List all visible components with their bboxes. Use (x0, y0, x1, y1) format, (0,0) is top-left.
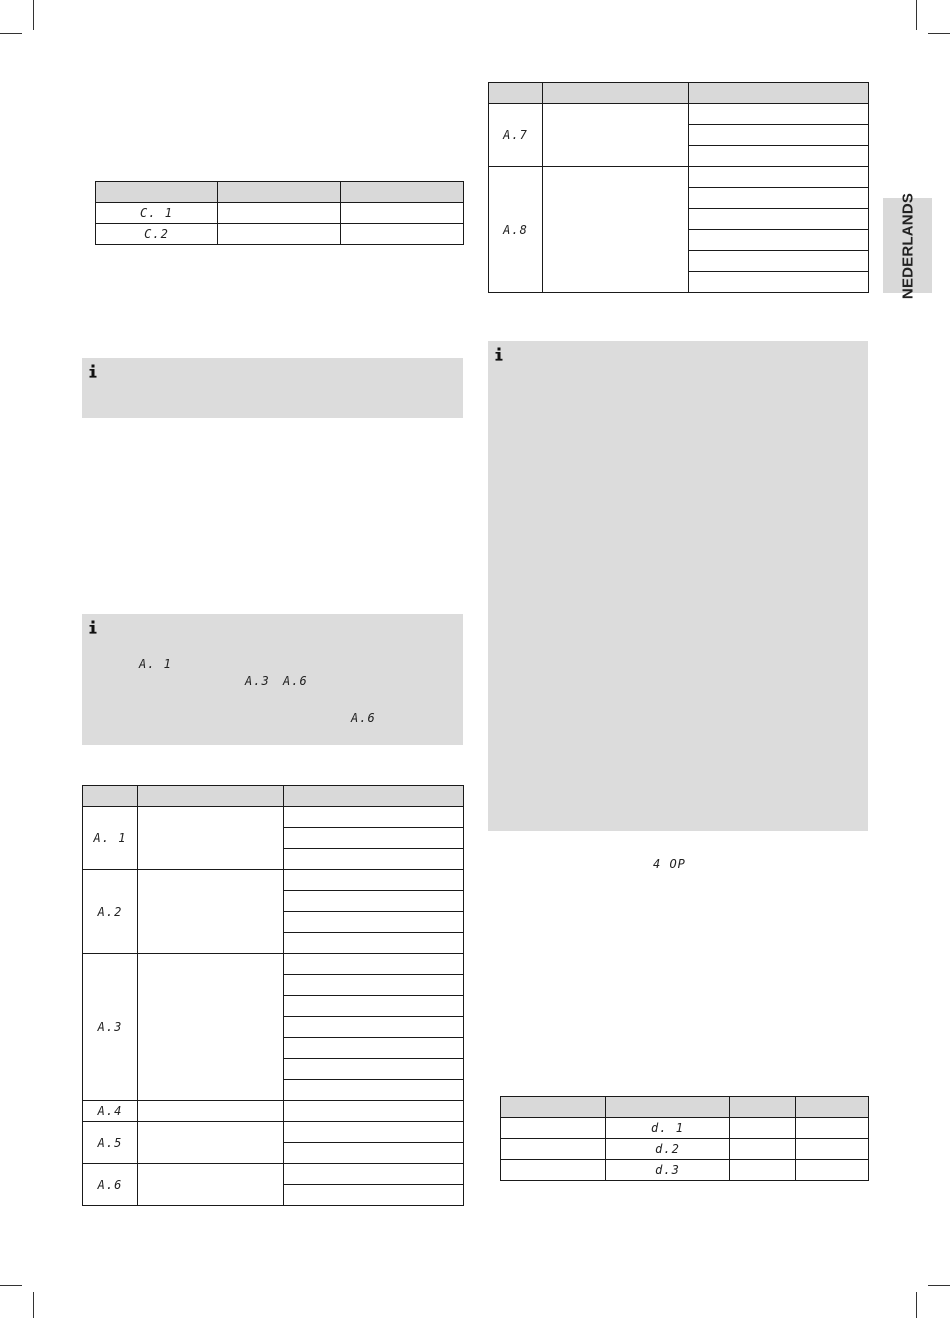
table-row (501, 1160, 869, 1181)
table-header-cell (796, 1097, 869, 1118)
crop-mark (0, 1285, 22, 1286)
code-a7: A.7 (489, 104, 543, 167)
table-a-right (488, 82, 869, 293)
info-note (488, 341, 868, 831)
code-c2: C.2 (96, 224, 218, 245)
code-d1: d. 1 (606, 1118, 730, 1139)
language-tab-label: NEDERLANDS (899, 192, 916, 299)
table-header-cell (138, 786, 284, 807)
crop-mark (928, 33, 950, 34)
code-a1: A. 1 (83, 807, 138, 870)
table-row (96, 203, 464, 224)
table-header-cell (489, 83, 543, 104)
table-header-cell (543, 83, 689, 104)
crop-mark (916, 1292, 917, 1318)
display-readout: 4 OP (653, 857, 686, 871)
table-header-cell (96, 182, 218, 203)
table-row (489, 104, 869, 125)
code-a6: A.6 (83, 1164, 138, 1206)
table-row (83, 807, 464, 828)
table-header-cell (501, 1097, 606, 1118)
table-a-left (82, 785, 464, 1206)
table-row (501, 1139, 869, 1160)
crop-mark (33, 0, 34, 30)
table-c (95, 181, 464, 245)
table-row (83, 870, 464, 891)
code-d3: d.3 (606, 1160, 730, 1181)
table-row (83, 1122, 464, 1143)
info-note (82, 358, 463, 418)
table-row (83, 1101, 464, 1122)
table-header-cell (284, 786, 464, 807)
info-icon (88, 620, 98, 634)
code-a2: A.2 (83, 870, 138, 954)
code-a6: A.6 (351, 711, 376, 725)
code-a3: A.3 (245, 674, 270, 688)
table-row (489, 167, 869, 188)
crop-mark (33, 1292, 34, 1318)
table-header-cell (341, 182, 464, 203)
code-a3: A.3 (83, 954, 138, 1101)
code-a8: A.8 (489, 167, 543, 293)
code-a1: A. 1 (139, 657, 172, 671)
table-d (500, 1096, 869, 1181)
info-icon (494, 347, 504, 361)
table-row (83, 954, 464, 975)
table-header-cell (689, 83, 869, 104)
info-icon (88, 364, 98, 378)
code-a5: A.5 (83, 1122, 138, 1164)
table-header-cell (218, 182, 341, 203)
code-c1: C. 1 (96, 203, 218, 224)
table-row (83, 1164, 464, 1185)
code-d2: d.2 (606, 1139, 730, 1160)
language-tab (883, 192, 932, 299)
info-note (82, 614, 463, 745)
crop-mark (928, 1285, 950, 1286)
crop-mark (0, 33, 22, 34)
code-a4: A.4 (83, 1101, 138, 1122)
crop-mark (916, 0, 917, 30)
table-row (96, 224, 464, 245)
code-a6: A.6 (283, 674, 308, 688)
table-header-cell (606, 1097, 730, 1118)
table-header-cell (83, 786, 138, 807)
table-row (501, 1118, 869, 1139)
table-header-cell (730, 1097, 796, 1118)
